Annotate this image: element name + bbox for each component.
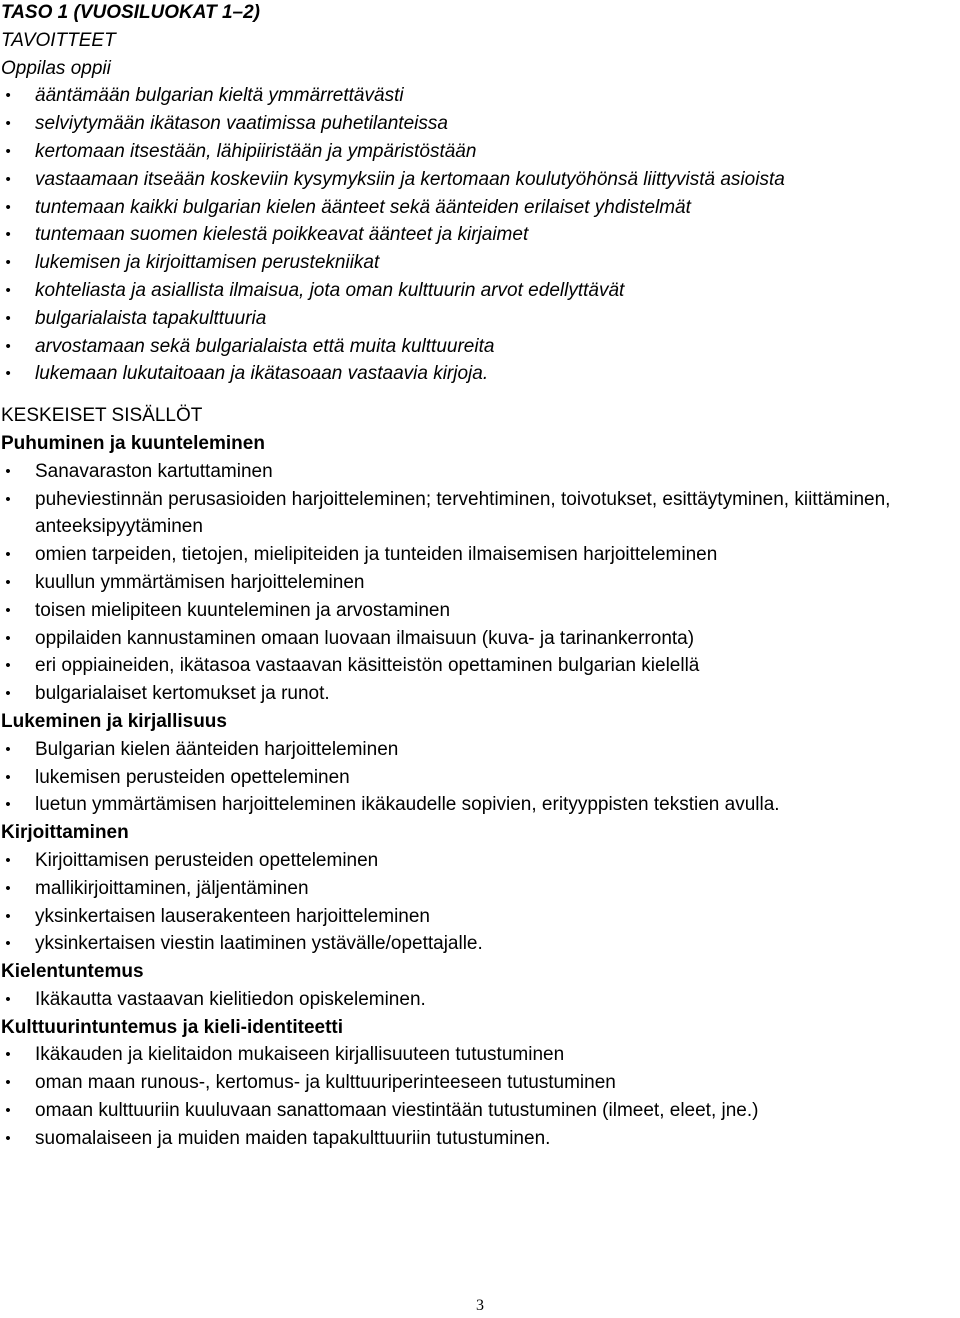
section-title: Puhuminen ja kuunteleminen — [1, 432, 265, 454]
goal-item — [1, 82, 956, 110]
content-item-text: Ikäkautta vastaavan kielitiedon opiskeleminen. — [35, 988, 426, 1010]
bullet-icon: • — [5, 254, 11, 272]
bullet-icon: • — [5, 935, 11, 953]
content-item-text: lukemisen perusteiden opetteleminen — [35, 766, 350, 788]
section-title: Kielentuntemus — [1, 961, 144, 983]
content-item — [1, 736, 956, 764]
section-list — [1, 847, 956, 958]
level-title: TASO 1 (VUOSILUOKAT 1–2) — [1, 2, 260, 23]
section-title: Kulttuurintuntemus ja kieli-identiteetti — [1, 1016, 344, 1038]
goal-item-text: bulgarialaista tapakulttuuria — [35, 307, 267, 329]
goal-item — [1, 138, 956, 166]
bullet-icon: • — [5, 879, 11, 897]
goal-item — [1, 194, 956, 222]
goal-item — [1, 360, 956, 388]
content-item-text: yksinkertaisen viestin laatiminen ystävälle/opettajalle. — [35, 933, 483, 955]
goal-item — [1, 221, 956, 249]
content-item — [1, 986, 956, 1014]
bullet-icon: • — [5, 309, 11, 327]
content-item-text: oman maan runous-, kertomus- ja kulttuuriperinteeseen tutustuminen — [35, 1072, 616, 1094]
content-item — [1, 652, 956, 680]
bullet-icon: • — [5, 1046, 11, 1064]
bullet-icon: • — [5, 740, 11, 758]
content-item — [1, 625, 956, 653]
contents-sections — [1, 430, 956, 1153]
content-item-text: luetun ymmärtämisen harjoitteleminen ikäkaudelle sopivien, erityyppisten tekstien avulla. — [35, 794, 780, 816]
bullet-icon: • — [5, 990, 11, 1008]
section-list — [1, 736, 956, 819]
bullet-icon: • — [5, 796, 11, 814]
section-list — [1, 986, 956, 1014]
content-item-text: yksinkertaisen lauserakenteen harjoitteleminen — [35, 905, 431, 927]
contents-heading: KESKEISET SISÄLLÖT — [1, 405, 203, 427]
content-item — [1, 1041, 956, 1069]
content-item — [1, 847, 956, 875]
goal-item — [1, 305, 956, 333]
goal-item-text: tuntemaan kaikki bulgarian kielen äänteet sekä äänteiden erilaiset yhdistelmät — [35, 196, 691, 218]
bullet-icon: • — [5, 629, 11, 647]
content-item — [1, 541, 956, 569]
content-item-text: puheviestinnän perusasioiden harjoitteleminen; tervehtiminen, toivotukset, esittäytyminen, kiittäminen, anteeksipyytäminen — [35, 488, 891, 538]
content-item — [1, 1125, 956, 1153]
goal-item-text: ääntämään bulgarian kieltä ymmärrettävästi — [35, 85, 404, 107]
goal-item — [1, 166, 956, 194]
goal-item — [1, 110, 956, 138]
goal-item-text: kertomaan itsestään, lähipiiristään ja ympäristöstään — [35, 140, 477, 162]
goal-item-text: selviytymään ikätason vaatimissa puhetilanteissa — [35, 113, 448, 135]
content-item-text: suomalaiseen ja muiden maiden tapakulttuuriin tutustuminen. — [35, 1127, 551, 1149]
content-item — [1, 903, 956, 931]
bullet-icon: • — [5, 601, 11, 619]
goal-item-text: tuntemaan suomen kielestä poikkeavat äänteet ja kirjaimet — [35, 224, 529, 246]
content-item — [1, 791, 956, 819]
content-item-text: eri oppiaineiden, ikätasoa vastaavan käsitteistön opettaminen bulgarian kielellä — [35, 655, 700, 677]
goals-intro: Oppilas oppii — [1, 57, 111, 79]
section-title: Lukeminen ja kirjallisuus — [1, 710, 227, 732]
content-item — [1, 764, 956, 792]
page-number: 3 — [476, 1297, 484, 1314]
section-gap — [1, 388, 956, 402]
content-item — [1, 1069, 956, 1097]
content-item-text: omaan kulttuuriin kuuluvaan sanattomaan viestintään tutustuminen (ilmeet, eleet, jne.) — [35, 1100, 759, 1122]
goal-item — [1, 333, 956, 361]
content-item — [1, 458, 956, 486]
bullet-icon: • — [5, 87, 11, 105]
content-item — [1, 680, 956, 708]
goal-item-text: arvostamaan sekä bulgarialaista että muita kulttuureita — [35, 335, 495, 357]
bullet-icon: • — [5, 1129, 11, 1147]
goal-item — [1, 249, 956, 277]
bullet-icon: • — [5, 115, 11, 133]
bullet-icon: • — [5, 1074, 11, 1092]
content-item-text: kuullun ymmärtämisen harjoitteleminen — [35, 571, 365, 593]
goal-item — [1, 277, 956, 305]
content-item — [1, 486, 956, 542]
bullet-icon: • — [5, 365, 11, 383]
bullet-icon: • — [5, 142, 11, 160]
section-list — [1, 1041, 956, 1152]
bullet-icon: • — [5, 490, 11, 508]
bullet-icon: • — [5, 685, 11, 703]
content-item-text: toisen mielipiteen kuunteleminen ja arvostaminen — [35, 599, 451, 621]
bullet-icon: • — [5, 1102, 11, 1120]
goal-item-text: lukemaan lukutaitoaan ja ikätasoaan vastaavia kirjoja. — [35, 363, 489, 385]
bullet-icon: • — [5, 198, 11, 216]
bullet-icon: • — [5, 281, 11, 299]
document-body — [1, 0, 956, 1153]
bullet-icon: • — [5, 462, 11, 480]
goal-item-text: kohteliasta ja asiallista ilmaisua, jota oman kulttuurin arvot edellyttävät — [35, 279, 625, 301]
section-title: Kirjoittaminen — [1, 822, 129, 844]
bullet-icon: • — [5, 907, 11, 925]
content-item-text: Kirjoittamisen perusteiden opetteleminen — [35, 849, 379, 871]
section-list — [1, 458, 956, 708]
content-item-text: Sanavaraston kartuttaminen — [35, 460, 273, 482]
goal-item-text: vastaamaan itseään koskeviin kysymyksiin ja kertomaan koulutyöhönsä liittyvistä asioista — [35, 168, 785, 190]
content-item — [1, 597, 956, 625]
bullet-icon: • — [5, 226, 11, 244]
bullet-icon: • — [5, 170, 11, 188]
content-item-text: bulgarialaiset kertomukset ja runot. — [35, 683, 330, 705]
bullet-icon: • — [5, 851, 11, 869]
bullet-icon: • — [5, 768, 11, 786]
content-item-text: mallikirjoittaminen, jäljentäminen — [35, 877, 309, 899]
content-item — [1, 1097, 956, 1125]
content-item-text: Bulgarian kielen äänteiden harjoitteleminen — [35, 738, 399, 760]
goal-item-text: lukemisen ja kirjoittamisen perustekniikat — [35, 252, 380, 274]
bullet-icon: • — [5, 337, 11, 355]
content-item-text: oppilaiden kannustaminen omaan luovaan ilmaisuun (kuva- ja tarinankerronta) — [35, 627, 695, 649]
bullet-icon: • — [5, 573, 11, 591]
goals-heading: TAVOITTEET — [1, 29, 116, 51]
content-item — [1, 569, 956, 597]
bullet-icon: • — [5, 657, 11, 675]
content-item — [1, 875, 956, 903]
bullet-icon: • — [5, 546, 11, 564]
content-item-text: omien tarpeiden, tietojen, mielipiteiden ja tunteiden ilmaisemisen harjoitteleminen — [35, 544, 718, 566]
content-item-text: Ikäkauden ja kielitaidon mukaiseen kirjallisuuteen tutustuminen — [35, 1044, 565, 1066]
content-item — [1, 930, 956, 958]
goals-list — [1, 82, 956, 388]
